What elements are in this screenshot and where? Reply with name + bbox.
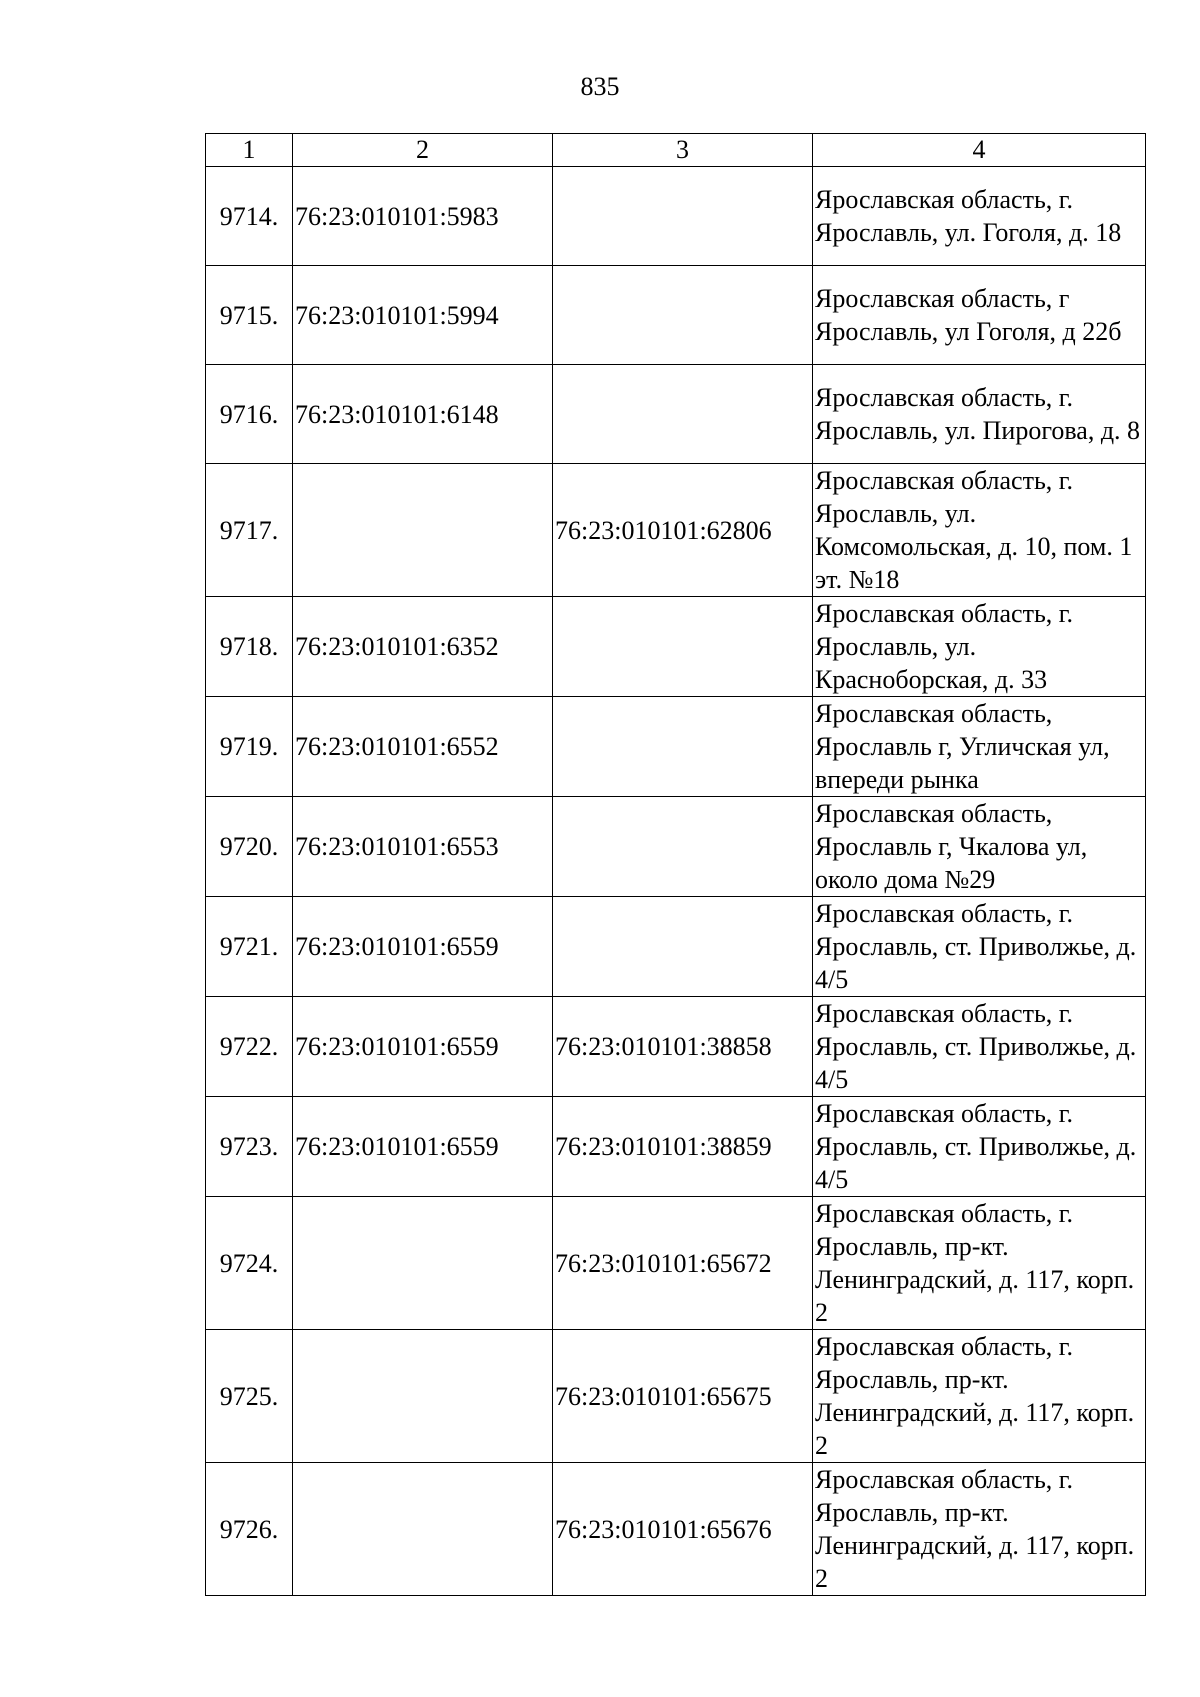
address: Ярославская область, г. Ярославль, пр-кт. Ленинградский, д. 117, корп. 2 xyxy=(813,1197,1146,1330)
address: Ярославская область, г. Ярославль, пр-кт. Ленинградский, д. 117, корп. 2 xyxy=(813,1463,1146,1596)
table-row xyxy=(206,797,1146,897)
address: Ярославская область, г Ярославль, ул Гоголя, д 22б xyxy=(813,266,1146,365)
table-row xyxy=(206,365,1146,464)
land-cadastral-number xyxy=(293,1330,553,1463)
table-row xyxy=(206,697,1146,797)
registry-table xyxy=(205,133,1146,1596)
table-header-row xyxy=(206,134,1146,167)
address: Ярославская область, г. Ярославль, ул. Комсомольская, д. 10, пом. 1 эт. №18 xyxy=(813,464,1146,597)
address: Ярославская область, Ярославль г, Чкалова ул, около дома №29 xyxy=(813,797,1146,897)
object-cadastral-number xyxy=(553,167,813,266)
address: Ярославская область, г. Ярославль, ст. Приволжье, д. 4/5 xyxy=(813,997,1146,1097)
object-cadastral-number xyxy=(553,797,813,897)
row-number: 9724. xyxy=(206,1197,293,1330)
table-row xyxy=(206,1330,1146,1463)
object-cadastral-number: 76:23:010101:38859 xyxy=(553,1097,813,1197)
row-number: 9717. xyxy=(206,464,293,597)
table-row xyxy=(206,167,1146,266)
row-number: 9715. xyxy=(206,266,293,365)
address: Ярославская область, г. Ярославль, ул. Пирогова, д. 8 xyxy=(813,365,1146,464)
object-cadastral-number xyxy=(553,597,813,697)
land-cadastral-number: 76:23:010101:6559 xyxy=(293,897,553,997)
column-header-2: 2 xyxy=(293,134,553,167)
address: Ярославская область, Ярославль г, Угличская ул, впереди рынка xyxy=(813,697,1146,797)
page-number: 835 xyxy=(580,72,620,101)
column-header-1: 1 xyxy=(206,134,293,167)
land-cadastral-number: 76:23:010101:5983 xyxy=(293,167,553,266)
address: Ярославская область, г. Ярославль, ул. Гоголя, д. 18 xyxy=(813,167,1146,266)
table-row xyxy=(206,1097,1146,1197)
land-cadastral-number: 76:23:010101:6148 xyxy=(293,365,553,464)
land-cadastral-number xyxy=(293,1197,553,1330)
row-number: 9725. xyxy=(206,1330,293,1463)
table-row xyxy=(206,897,1146,997)
row-number: 9721. xyxy=(206,897,293,997)
land-cadastral-number: 76:23:010101:6559 xyxy=(293,997,553,1097)
table-row xyxy=(206,464,1146,597)
address: Ярославская область, г. Ярославль, ст. Приволжье, д. 4/5 xyxy=(813,1097,1146,1197)
object-cadastral-number: 76:23:010101:65672 xyxy=(553,1197,813,1330)
row-number: 9716. xyxy=(206,365,293,464)
object-cadastral-number: 76:23:010101:65676 xyxy=(553,1463,813,1596)
object-cadastral-number: 76:23:010101:65675 xyxy=(553,1330,813,1463)
object-cadastral-number xyxy=(553,697,813,797)
row-number: 9722. xyxy=(206,997,293,1097)
table-row xyxy=(206,1463,1146,1596)
object-cadastral-number: 76:23:010101:62806 xyxy=(553,464,813,597)
column-header-4: 4 xyxy=(813,134,1146,167)
object-cadastral-number xyxy=(553,365,813,464)
row-number: 9726. xyxy=(206,1463,293,1596)
table-row xyxy=(206,1197,1146,1330)
land-cadastral-number: 76:23:010101:5994 xyxy=(293,266,553,365)
land-cadastral-number xyxy=(293,1463,553,1596)
row-number: 9714. xyxy=(206,167,293,266)
object-cadastral-number: 76:23:010101:38858 xyxy=(553,997,813,1097)
land-cadastral-number: 76:23:010101:6352 xyxy=(293,597,553,697)
land-cadastral-number: 76:23:010101:6559 xyxy=(293,1097,553,1197)
row-number: 9718. xyxy=(206,597,293,697)
table-row xyxy=(206,266,1146,365)
table-row xyxy=(206,997,1146,1097)
row-number: 9723. xyxy=(206,1097,293,1197)
object-cadastral-number xyxy=(553,897,813,997)
row-number: 9720. xyxy=(206,797,293,897)
land-cadastral-number: 76:23:010101:6552 xyxy=(293,697,553,797)
column-header-3: 3 xyxy=(553,134,813,167)
row-number: 9719. xyxy=(206,697,293,797)
object-cadastral-number xyxy=(553,266,813,365)
address: Ярославская область, г. Ярославль, ул. Красноборская, д. 33 xyxy=(813,597,1146,697)
table-row xyxy=(206,597,1146,697)
address: Ярославская область, г. Ярославль, пр-кт. Ленинградский, д. 117, корп. 2 xyxy=(813,1330,1146,1463)
address: Ярославская область, г. Ярославль, ст. Приволжье, д. 4/5 xyxy=(813,897,1146,997)
land-cadastral-number xyxy=(293,464,553,597)
land-cadastral-number: 76:23:010101:6553 xyxy=(293,797,553,897)
